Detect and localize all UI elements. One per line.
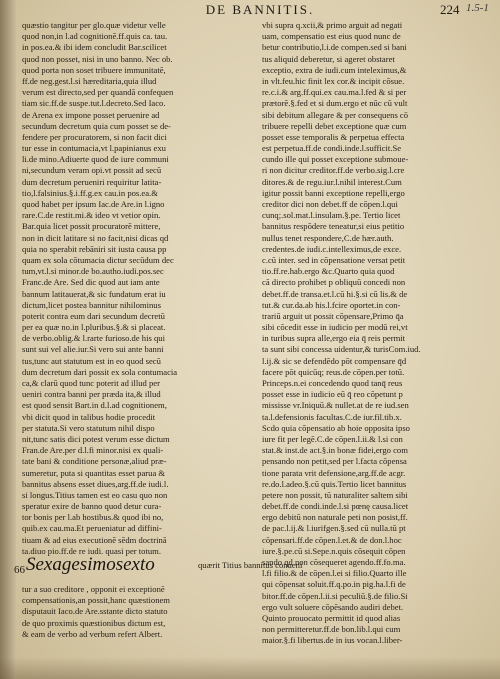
text-line: ca,& clarū quod tunc poterit ad illud per — [22, 378, 160, 388]
text-line: vbi supra q.xcii,& primo arguit ad negati — [262, 20, 403, 30]
text-line: cundo ille qui posset exceptione submoue- — [262, 154, 409, 165]
text-line: ta sunt sibi concessa uidentur,& turisCom.iud. — [262, 344, 421, 355]
text-line: nit,tunc satis dici potest verum esse dictum — [22, 433, 170, 444]
text-line: est perpetua.ff.de condi.inde.l.sufficit.Se — [262, 143, 402, 154]
text-line: in turibus supra alle,ergo eia q̄ reis permit — [262, 333, 406, 344]
text-line: tut.& cur.da.ab his.l.fcire oportet.in con- — [262, 299, 401, 310]
text-line: sibi debitum allegare & per consequens cō — [262, 109, 409, 120]
text-line: Bar.quia licet possit procuratorē mittere, — [22, 221, 161, 232]
left-column-lines — [22, 20, 250, 557]
text-line: mississe vr.Iniquū.& nullet.at de re iud.sen — [262, 400, 409, 411]
section-heading-continuation: quærit Titius bannitus conueni — [198, 560, 303, 570]
text-line: quod habet per ipsum Iac.de Are.in l.igno — [22, 199, 165, 209]
text-line: tribuere repelli debet exceptione quæ cum — [262, 120, 407, 131]
text-line: quib.ex cau.ma.Et perueniatur ad diffini- — [22, 523, 162, 534]
text-line: vbi dicit quod in talibus hodie procedit — [22, 411, 156, 422]
text-line: est quod sensit Bart.in d.l.ad cognitionem, — [22, 400, 167, 411]
text-line: petere non possit, tū naturaliter saltem sibi — [262, 489, 408, 500]
text-line: tio,l.falsinius.§.i.ff.g.ex cau.in pos.ea.& — [22, 187, 158, 198]
section-number: 66 — [14, 564, 25, 576]
text-line: creditor dici non debet.ff de cōpen.l.qui — [262, 199, 398, 209]
text-line: tus aliquid deberetur, si ageret obstaret — [262, 53, 395, 64]
text-line: l.ij.& sic se defendēdo pōt compensare q̄d — [262, 355, 407, 366]
text-line: pensando non petit,sed per l.facta cōpensa — [262, 456, 407, 467]
text-line: quod non posset, nisi in uno banno. Nec ob. — [22, 53, 173, 64]
text-line: bannum latitauerat,& sic fundatum erat iu — [22, 288, 166, 299]
text-line: per statuta.Si vero statutum nihil dispo — [22, 422, 155, 433]
text-line: posset esse temporalis & perpetua effecta — [262, 131, 405, 142]
text-line: tiam sic.ff.de suspe.tut.l.decreto.Sed Iaco. — [22, 98, 166, 109]
text-line: tate bani & conditione personæ,aliud præ- — [22, 456, 167, 467]
text-line: de pac.l.ij.& l.iurifgen.§.sed cū nulla.tū pt — [262, 523, 406, 534]
text-line: in vlt.feu.hic finit lex cor.& incipit cōsue. — [262, 75, 405, 86]
text-line: tum,vt.l.si minor.de bo.autho.iudi.pos.sec — [22, 266, 164, 277]
text-line: Franc.de Are. Sed dic quod aut iam ante — [22, 277, 160, 288]
text-line: sunt sui vel alie.iur.Si vero sui ante banni — [22, 344, 164, 355]
text-line: iure.§.pe.cū si.Sepe.n.quis cōsequit cōpen — [262, 545, 406, 556]
text-line: igitur possit banni exceptione repelli,ergo — [262, 187, 405, 198]
text-line: per ea quæ no.in l.pluribus.§.& si placeat. — [22, 322, 166, 333]
text-line: exceptio, extra de iudi.cum inteleximus,& — [262, 64, 407, 75]
text-line: cunq;.sol.mat.l.insulam.§.pe. Tertio licet — [262, 210, 401, 221]
text-line: quia no sperabit rebāniri sit iusta causa pp — [22, 243, 167, 254]
text-line: facere pōt quicūq; reus.de cōpen.per totū. — [262, 366, 405, 377]
left-text-column — [14, 20, 303, 640]
text-line: sibi cōcedit esse in iudicio per modū rei,vt — [262, 322, 408, 333]
text-line: re.do.l.adeo.§.cū quis.Tertio licet bannitus — [262, 478, 407, 489]
text-line: tiuam & ad eius executionē sēdm doctrinā — [22, 534, 167, 545]
text-line: tus,tunc aut statutum est in eo quod secū — [22, 355, 161, 366]
text-line: bitor.ff.de cōpen.l.ii.si peculiū.§.de filio.Si — [262, 590, 408, 601]
text-line: debet.ff.de transa.et.l.cū hi.§.si cū lis.& de — [262, 288, 408, 299]
text-line: in pos.ea.& ibi idem concludit Bar.scilicet — [22, 42, 167, 53]
text-line: speratur exire de banno quod detur cura- — [22, 501, 162, 512]
page-bottom-shadow — [0, 657, 500, 679]
text-line: ff.de neg.gest.l.si hæreditaria,quia illud — [22, 75, 157, 86]
text-line: disputauit Iaco.de Are.sstante dicto statuto — [22, 606, 168, 617]
text-line: ri non dicitur creditor.ff.de verbo.sig.l.cre — [262, 165, 405, 176]
handwritten-annotation: 1.5-1 — [466, 2, 489, 14]
text-line: trariū arguit ut possit cōpensare,Primo q̄a — [262, 310, 404, 321]
text-line: ergo debitū non naturale peti non posist,ff. — [262, 512, 408, 523]
text-line: uam, compensatio est eius quod nunc de — [262, 31, 401, 42]
text-line: dum decretum perueniri requiritur latita- — [22, 176, 162, 187]
text-line: quæstio tangitur per glo.quæ videtur velle — [22, 20, 166, 30]
text-line: ta.l.defensionis facultas.C.de iur.fil.tib.x. — [262, 411, 402, 422]
text-line: de Arena ex impone posset peruenire ad — [22, 109, 160, 120]
text-line: quod non,in l.ad cognitionē.ff.quis ca. tau. — [22, 31, 168, 42]
text-line: qui cōpensat soluit.ff.q.po.in pig.ha.l.fi de — [262, 579, 406, 590]
text-line: ditores.& de regu.iur.l.nihil interest.Cum — [262, 176, 402, 187]
text-line: ta.diuo pio.ff.de re iudi. quasi per totum. — [22, 545, 161, 556]
text-line: iure fit per legē.C.de cōpen.l.ii.& l.si con — [262, 433, 403, 444]
text-line: dum decretum dari possit ex sola contumacia — [22, 366, 178, 377]
text-line: fendere per procuratorem, si non facit dici — [22, 131, 167, 142]
text-line: verum est directo,sed per quandā confequen — [22, 87, 174, 98]
text-line: poterit contra eum dari secundum decretū — [22, 310, 165, 321]
text-line: Scdo quia cōpensatio ab hoie opposita ipso — [262, 422, 410, 433]
text-line: secundum decretum quia cum posset se de- — [22, 120, 171, 131]
right-text-column — [262, 20, 488, 647]
text-line: cā directo prohibet p obliquū concedi non — [262, 277, 406, 288]
text-line: maior.§.fi libertus.de in ius vocan.l.liber- — [262, 635, 403, 646]
text-line: ueniri contra banni per præda ita,& illud — [22, 389, 161, 400]
text-line: tur esse in contumacia,vt l.papinianus exu — [22, 143, 166, 154]
text-line: Princeps.n.ei concedendo quod tanq̄ reus — [262, 378, 403, 388]
text-line: ergo vult soluere cōpēsando audiri debet. — [262, 601, 404, 612]
text-line: debet.ff.de condi.inde.l.si pœnę causa.licet — [262, 501, 409, 512]
text-line: posset esse in iudicio eū q̄ reo cōpetunt p — [262, 389, 403, 400]
section-heading-row — [14, 554, 303, 583]
text-line: & eam de verbo ad verbum refert Albert. — [22, 628, 163, 639]
running-head: DE BANNITIS. — [205, 2, 315, 17]
text-line: de quo proximis quæstionibus dictum est, — [22, 617, 166, 628]
text-line: credentes.de iudi.c.intelleximus,de exce. — [262, 243, 402, 254]
text-line: non in dicit latitare si no facit,nisi dicas qd — [22, 232, 169, 243]
section-heading: Sexagesimosexto — [26, 554, 155, 575]
text-line: bannitus respōdere teneatur,si eius petitio — [262, 221, 405, 232]
text-line: stat.& inst.de act.§.in bonæ fidei,ergo com — [262, 445, 408, 456]
text-line: c.cū inter. sed in cōpensatione versat petit — [262, 254, 406, 265]
page-number: 224 — [440, 2, 460, 17]
text-line: Fran.de Are.per d.l.fi minor.nisi ex quali- — [22, 445, 164, 456]
text-line: l.fi filio.& de cōpen.l.ei si filio.Quarto ille — [262, 568, 407, 579]
text-line: li.de mino.Adiuerte quod de iure communi — [22, 154, 169, 165]
text-line: prætorē.§.fed et si dum.ergo et nūc cū vult — [262, 98, 408, 109]
text-line: non permitteretur.ff.de bon.lib.l.qui cum — [262, 624, 401, 635]
text-line: tor bonis per l.ab hostibus.& quod ibi no, — [22, 512, 164, 523]
text-line: betur contributio,l.i.de compen.sed si bani — [262, 42, 407, 53]
text-line: de verbo.oblig.& l.rarte furioso.de his qui — [22, 333, 165, 344]
text-line: tur a suo creditore , opponit ei exceptionē — [22, 584, 165, 594]
text-line: tio.ff.re.hab.ergo &c.Quarto quia quod — [262, 266, 395, 277]
text-line: si longus.Titius tamen est eo casu quo non — [22, 489, 168, 500]
text-line: quod porta non soset tribuere immunitatē, — [22, 64, 166, 75]
text-line: quam ex sola cōtumacia dictur secūdum dec — [22, 254, 174, 265]
text-line: nullus tenet respondere,C.de hær.auth. — [262, 232, 394, 243]
text-line: re.c.i.& arg.ff.qui.ex cau.ma.l.fed & si per — [262, 87, 407, 98]
left-column-lines-after — [22, 584, 250, 640]
text-line: Quinto prouocato permittit id quod alias — [262, 612, 401, 623]
text-line: rare.C.de restit.mi.& ideo vt vetior opin. — [22, 210, 161, 221]
text-line: dictum,licet postea bannitur nihilominus — [22, 299, 161, 310]
text-line: sumeretur, puta si quantitas esset parua & — [22, 467, 166, 478]
text-line: ni,secundum veram opi.vt possit ad secū — [22, 165, 162, 176]
text-line: compensationis,an possit,hanc quæstionem — [22, 595, 170, 606]
binding-gutter — [0, 0, 16, 679]
text-line: cōpensari.ff.de cōpen.l.et.& de don.l.hoc — [262, 534, 402, 545]
text-line: bannitus absens esset diues,arg.ff.de iudi.l. — [22, 478, 169, 489]
text-line: sando qd non cōsequeret agendo.ff.fo.ma. — [262, 557, 406, 567]
text-line: tione parata vrit defensione,arg.ff.de acgr. — [262, 467, 406, 478]
right-column-lines — [262, 20, 488, 647]
